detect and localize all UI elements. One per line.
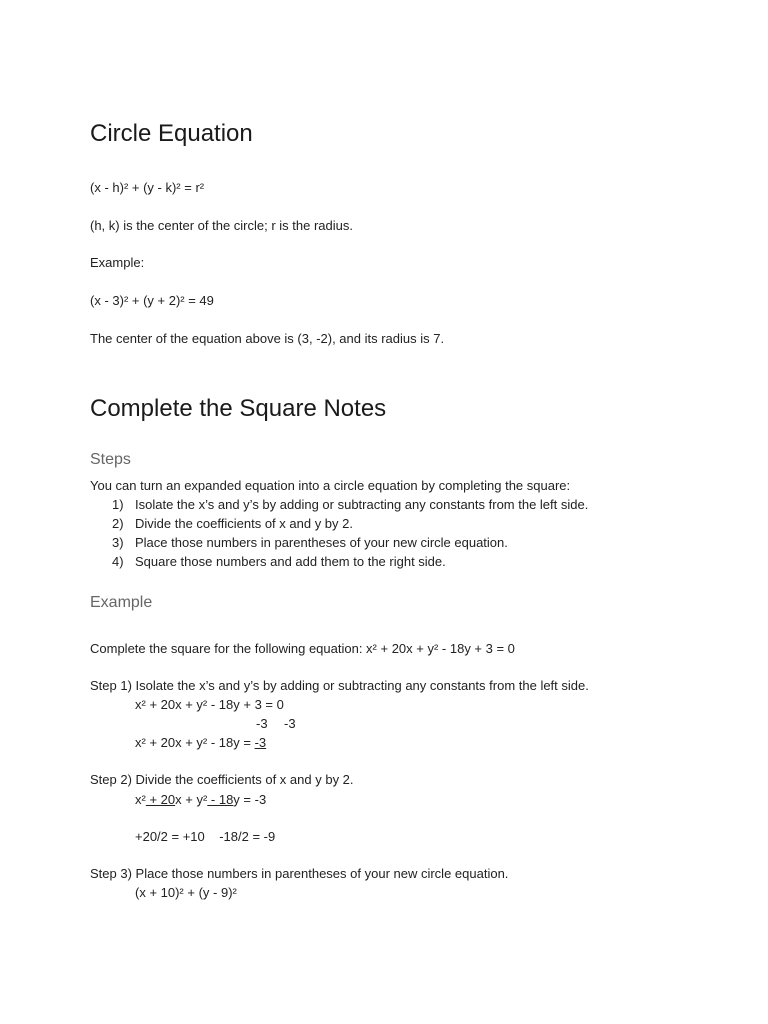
circle-formula: (x - h)² + (y - k)² = r² (90, 180, 205, 195)
step2-eq-y-coefficient: - 18 (207, 792, 234, 807)
step2-eq-part: y = -3 (233, 792, 267, 807)
example-equation: (x - 3)² + (y + 2)² = 49 (90, 293, 214, 308)
circle-description: (h, k) is the center of the circle; r is the radius. (90, 218, 353, 233)
step-text: Divide the coefficients of x and y by 2. (135, 516, 353, 531)
step-number: 3) (112, 535, 124, 550)
step-number: 1) (112, 497, 124, 512)
step-text: Square those numbers and add them to the right side. (135, 554, 446, 569)
step1-result-underlined: -3 (254, 735, 267, 750)
step2-eq-part: x + y² (175, 792, 208, 807)
step-text: Place those numbers in parentheses of your new circle equation. (135, 535, 508, 550)
step3-equation: (x + 10)² + (y - 9)² (135, 885, 237, 900)
step2-calculation: +20/2 = +10 -18/2 = -9 (135, 829, 276, 844)
step1-result (135, 735, 266, 750)
step1-result-main: x² + 20x + y² - 18y = (135, 735, 255, 750)
step2-eq-part: x² (135, 792, 146, 807)
step3-title: Step 3) Place those numbers in parentheses of your new circle equation. (90, 866, 509, 881)
step1-subtract-left: -3 (256, 716, 268, 731)
example-heading: Example (90, 594, 153, 611)
circle-equation-title: Circle Equation (90, 120, 253, 147)
steps-intro: You can turn an expanded equation into a circle equation by completing the square: (90, 478, 571, 493)
step1-equation: x² + 20x + y² - 18y + 3 = 0 (135, 697, 284, 712)
step1-subtract-right: -3 (284, 716, 296, 731)
complete-square-title: Complete the Square Notes (90, 395, 387, 422)
step2-eq-x-coefficient: + 20 (145, 792, 176, 807)
step-number: 4) (112, 554, 124, 569)
example-prompt: Complete the square for the following equation: x² + 20x + y² - 18y + 3 = 0 (90, 641, 515, 656)
step2-title: Step 2) Divide the coefficients of x and y by 2. (90, 772, 354, 787)
example-label: Example: (90, 255, 145, 270)
step-number: 2) (112, 516, 124, 531)
step-text: Isolate the x’s and y’s by adding or subtracting any constants from the left side. (135, 497, 589, 512)
example-explanation: The center of the equation above is (3, -2), and its radius is 7. (90, 331, 445, 346)
steps-heading: Steps (90, 451, 131, 468)
step1-title: Step 1) Isolate the x’s and y’s by adding or subtracting any constants from the left side. (90, 678, 589, 693)
step2-equation (135, 792, 266, 807)
